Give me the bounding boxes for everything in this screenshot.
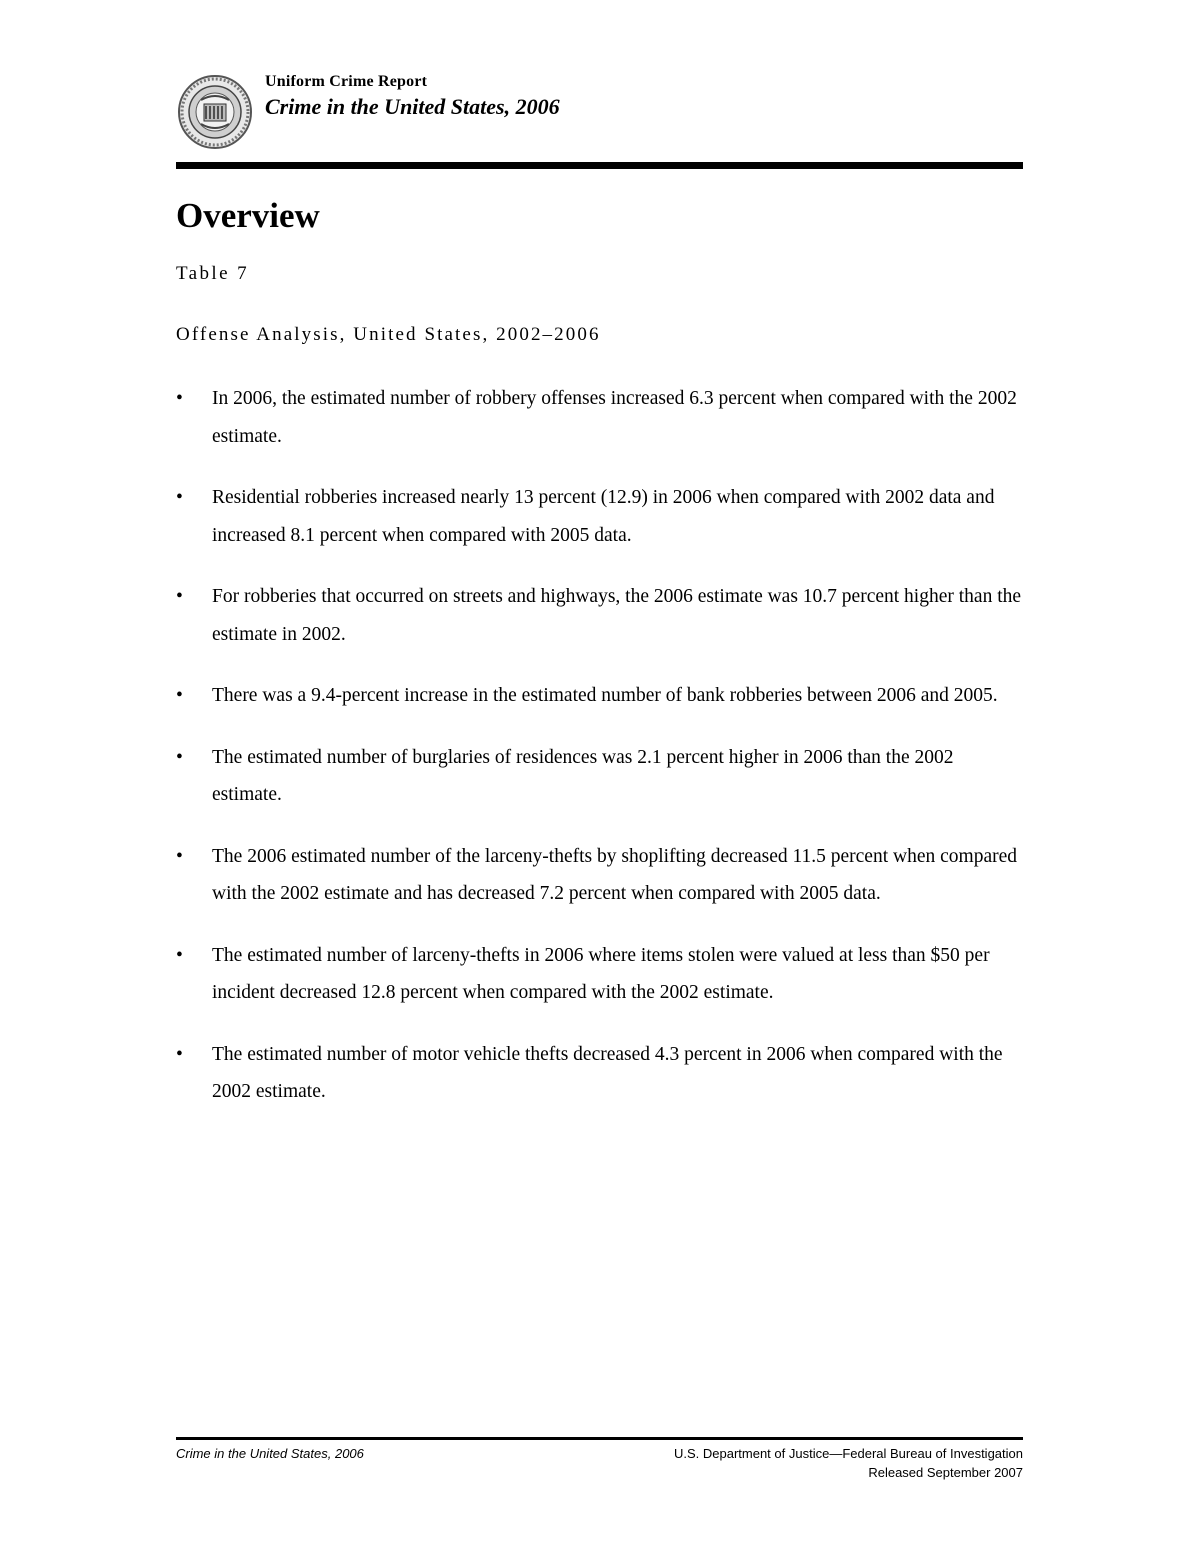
list-item (176, 479, 1024, 554)
publication-title: Crime in the United States, 2006 (265, 94, 560, 119)
footer-divider (176, 1437, 1023, 1440)
bullet-icon: • (176, 944, 183, 966)
finding-text: The estimated number of larceny-thefts in 2006 where items stolen were valued at less than $50 per incident decreased 12.8 percent when compared with the 2002 estimate. (212, 944, 990, 1003)
list-item (176, 578, 1024, 653)
report-series: Uniform Crime Report (265, 73, 428, 90)
list-item (176, 838, 1024, 913)
footer-publication: Crime in the United States, 2006 (176, 1446, 364, 1461)
footer-release-date: Released September 2007 (868, 1465, 1023, 1480)
list-item (176, 677, 1024, 715)
finding-text: The estimated number of burglaries of residences was 2.1 percent higher in 2006 than the 2002 estimate. (212, 746, 954, 805)
bullet-icon: • (176, 487, 183, 508)
bullet-icon: • (176, 586, 183, 607)
fbi-seal-icon (177, 74, 253, 150)
list-item (176, 1036, 1024, 1111)
bullet-icon: • (176, 388, 183, 409)
finding-text: For robberies that occurred on streets and highways, the 2006 estimate was 10.7 percent higher than the estimate in 2002. (212, 586, 1022, 645)
finding-text: Residential robberies increased nearly 13 percent (12.9) in 2006 when compared with 2002 data and increased 8.1 percent when compared with 2005 data. (212, 487, 995, 546)
findings-list (176, 380, 1024, 1135)
finding-text: There was a 9.4-percent increase in the estimated number of bank robberies between 2006 and 2005. (212, 685, 998, 706)
table-title: Offense Analysis, United States, 2002–2006 (176, 324, 601, 345)
bullet-icon: • (176, 845, 183, 867)
table-number: Table 7 (176, 263, 249, 284)
list-item (176, 937, 1024, 1012)
list-item (176, 739, 1024, 814)
bullet-icon: • (176, 1043, 183, 1065)
header-divider (176, 162, 1023, 169)
list-item (176, 380, 1024, 455)
finding-text: The 2006 estimated number of the larceny-thefts by shoplifting decreased 11.5 percent when compared with the 2002 estimate and has decreased 7.2 percent when compared with 2005 data. (212, 845, 1017, 904)
page-title: Overview (176, 196, 320, 235)
bullet-icon: • (176, 685, 183, 706)
finding-text: In 2006, the estimated number of robbery offenses increased 6.3 percent when compared with the 2002 estimate. (212, 388, 1017, 447)
bullet-icon: • (176, 746, 183, 768)
footer-agency: U.S. Department of Justice—Federal Bureau of Investigation (673, 1446, 1023, 1461)
finding-text: The estimated number of motor vehicle thefts decreased 4.3 percent in 2006 when compared with the 2002 estimate. (212, 1043, 1003, 1102)
